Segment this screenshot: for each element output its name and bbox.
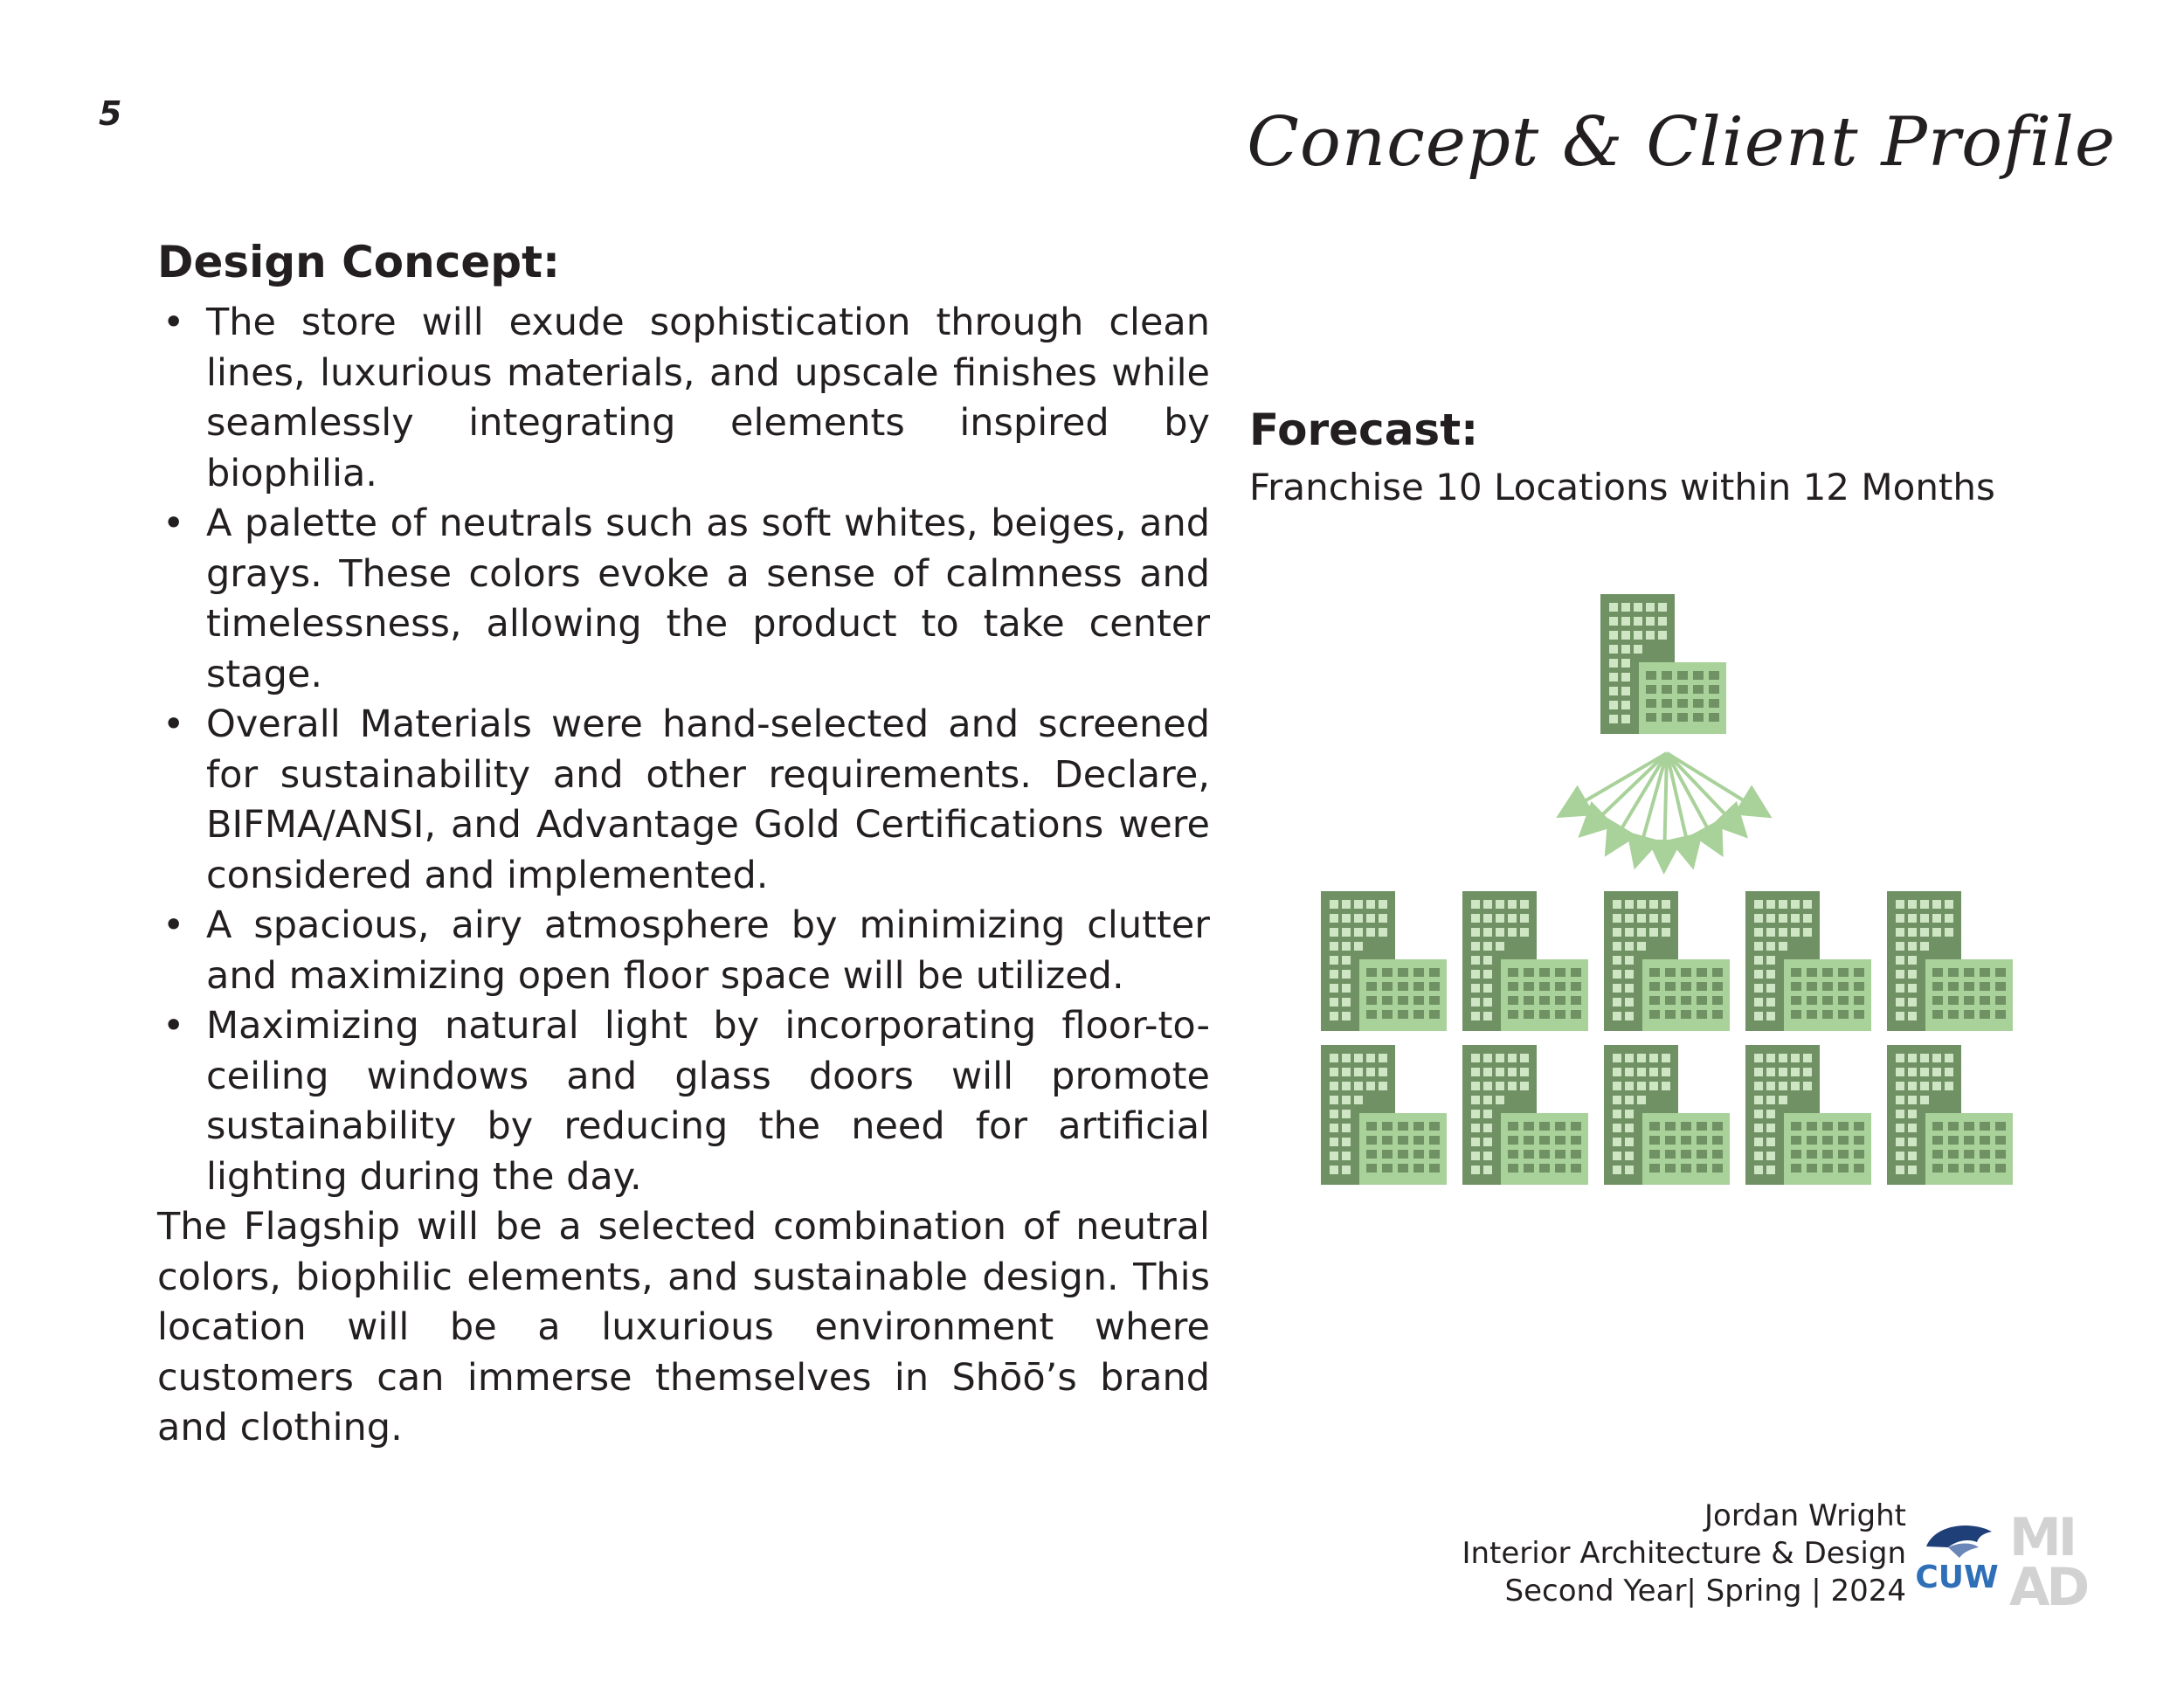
franchise-building-icon bbox=[1745, 891, 1871, 1031]
franchise-building-icon bbox=[1604, 891, 1730, 1031]
franchise-buildings-group bbox=[1321, 891, 2013, 1185]
svg-text:AD: AD bbox=[2009, 1557, 2087, 1612]
arrow-icon bbox=[1664, 753, 1667, 861]
bullet-text: A palette of neutrals such as soft whites, beiges, and grays. These colors evoke a sense of calmness and timelessness, allowing the product to take center stage. bbox=[206, 502, 1210, 696]
svg-text:MI: MI bbox=[2009, 1507, 2075, 1568]
forecast-text: Franchise 10 Locations within 12 Months bbox=[1249, 466, 1995, 508]
cuw-logo bbox=[1909, 1516, 2009, 1595]
flagship-building-icon bbox=[1600, 594, 1726, 734]
bullet-icon: • bbox=[162, 702, 185, 746]
bullet-icon: • bbox=[162, 1004, 185, 1048]
franchise-building-icon bbox=[1887, 1045, 2013, 1185]
franchise-building-icon bbox=[1604, 1045, 1730, 1185]
bullet-icon: • bbox=[162, 502, 185, 545]
forecast-heading: Forecast: bbox=[1249, 405, 1479, 455]
franchise-building-icon bbox=[1745, 1045, 1871, 1185]
design-concept-closing: The Flagship will be a selected combination of neutral colors, biophilic elements, and sustainable design. This location will be a luxurious environment where customers can immerse themselves in Shōō’s brand and clothing. bbox=[157, 1205, 1210, 1449]
page-title: Concept & Client Profile bbox=[1247, 103, 2116, 182]
term-info: Second Year| Spring | 2024 bbox=[1504, 1574, 1906, 1608]
bullet-text: A spacious, airy atmosphere by minimizing clutter and maximizing open floor space will be utilized. bbox=[206, 903, 1210, 998]
franchise-building-icon bbox=[1321, 1045, 1447, 1185]
page-number: 5 bbox=[99, 94, 122, 133]
author-credits bbox=[1462, 1498, 1906, 1610]
program-name: Interior Architecture & Design bbox=[1462, 1536, 1906, 1571]
distribution-arrows bbox=[1568, 753, 1760, 861]
franchise-building-icon bbox=[1321, 891, 1447, 1031]
bullet-text: The store will exude sophistication through clean lines, luxurious materials, and upscale finishes while seamlessly integrating elements inspired by biophilia. bbox=[206, 301, 1210, 495]
miad-logo bbox=[2009, 1507, 2114, 1612]
bullet-icon: • bbox=[162, 903, 185, 947]
author-name: Jordan Wright bbox=[1704, 1498, 1906, 1533]
cuw-logo-text: CUW bbox=[1915, 1560, 1999, 1595]
bullet-icon: • bbox=[162, 301, 185, 344]
bullet-text: Maximizing natural light by incorporating floor-to-ceiling windows and glass doors will promote sustainability by reducing the need for artificial lighting during the day. bbox=[206, 1004, 1210, 1199]
bullet-text: Overall Materials were hand-selected and screened for sustainability and other requirements. Declare, BIFMA/ANSI, and Advantage Gold Certifications were considered and implemented. bbox=[206, 702, 1210, 897]
franchise-building-icon bbox=[1887, 891, 2013, 1031]
franchise-building-icon bbox=[1462, 891, 1588, 1031]
flagship-building-group bbox=[1600, 594, 1726, 734]
franchise-building-icon bbox=[1462, 1045, 1588, 1185]
design-concept-heading: Design Concept: bbox=[157, 237, 560, 287]
arrow-icon bbox=[1667, 753, 1690, 856]
